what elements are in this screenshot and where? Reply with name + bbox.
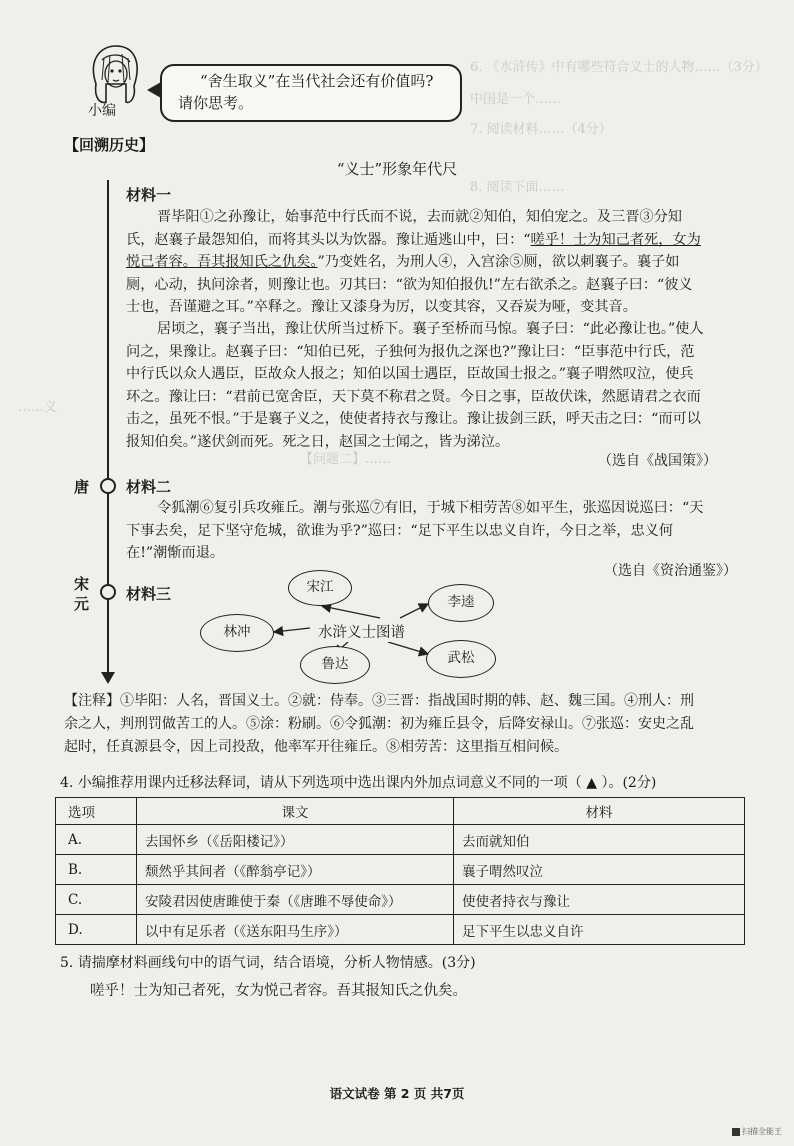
- textbook-phrase: 颓然乎其间者（《醉翁亭记》）: [137, 855, 454, 885]
- node-likui: 李逵: [428, 584, 494, 622]
- bleed-text-6: 【问题二】……: [300, 452, 392, 467]
- notes-line-3: 起时，任真源县令，因上司投敌，他率军开往雍丘。⑧相劳苦：这里指互相问候。: [64, 739, 568, 755]
- textbook-phrase: 安陵君因使唐雎使于秦（《唐雎不辱使命》）: [137, 885, 454, 915]
- character-label: 小编: [88, 103, 116, 119]
- era-song-yuan: 宋 元: [74, 575, 90, 613]
- timeline-title: “义士”形象年代尺: [336, 160, 458, 178]
- timeline-dot-songyuan: [100, 584, 116, 600]
- option-letter: B.: [56, 855, 137, 885]
- material1-label: 材料一: [126, 186, 172, 204]
- timeline-axis: [107, 180, 109, 678]
- material1-underlined-sentence: 嗟乎！士为知己者死，女为悦己者容。吾其报知氏之仇矣。: [126, 231, 701, 270]
- node-linchong: 林冲: [200, 614, 274, 652]
- table-row: [56, 825, 745, 855]
- material3-label: 材料三: [126, 585, 172, 603]
- option-letter: D.: [56, 915, 137, 945]
- material-phrase: 去而就知伯: [454, 825, 745, 855]
- table-header-material: 材料: [454, 798, 745, 825]
- textbook-phrase: 去国怀乡（《岳阳楼记》）: [137, 825, 454, 855]
- section-heading: 【回溯历史】: [64, 136, 155, 154]
- material1-paragraph-1: [126, 206, 704, 319]
- table-header-row: [56, 798, 745, 825]
- bleed-text-4: 8. 阅读下面……: [470, 180, 565, 195]
- bubble-line-1: “舍生取义”在当代社会还有价值吗?: [200, 72, 434, 90]
- table-row: [56, 915, 745, 945]
- material-phrase: 使使者持衣与豫让: [454, 885, 745, 915]
- scanner-watermark: [732, 1126, 782, 1137]
- material2-paragraph: 令狐潮⑥复引兵攻雍丘。潮与张巡⑦有旧，于城下相劳苦⑧如平生，张巡因说巡曰：“天下事去矣，足下坚守危城，欲谁为乎?”巡曰：“足下平生以忠义自许，今日之举，忠义何在!”潮惭而退。: [126, 500, 704, 561]
- era-tang: 唐: [74, 478, 90, 496]
- material1-p1-end: ”乃变姓名，为刑人④，入宫涂⑤厕，欲以刺襄子。襄子如厕，心动，执问涂者，则豫让也。刃其曰：“欲为知伯报仇!”左右欲杀之。赵襄子曰：“彼义士也，吾谨避之耳。”卒释之。豫让又漆身为厉，以变其容，又吞炭为哑，变其音。: [126, 254, 693, 315]
- annotations-notes: [64, 690, 744, 759]
- table-header-textbook: 课文: [137, 798, 454, 825]
- bleed-text-5: ……义: [18, 400, 58, 415]
- question-5-quote: 嗟乎！士为知己者死，女为悦己者容。吾其报知氏之仇矣。: [90, 983, 467, 999]
- bubble-line-2: 请你思考。: [178, 94, 254, 112]
- node-songjiang: 宋江: [288, 570, 352, 606]
- option-letter: C.: [56, 885, 137, 915]
- table-row: [56, 855, 745, 885]
- question-4: 4. 小编推荐用课内迁移法释词，请从下列选项中选出课内外加点词意义不同的一项（ ▲ ）。(2分): [60, 775, 657, 791]
- material1-source: （选自《战国策》）: [598, 453, 717, 469]
- bleed-text-3: 7. 阅读材料……（4分）: [470, 122, 612, 137]
- material-phrase: 足下平生以忠义自许: [454, 915, 745, 945]
- notes-line-2: 余之人，判刑罚做苦工的人。⑤涂：粉刷。⑥令狐潮：初为雍丘县令，后降安禄山。⑦张巡：安史之乱: [64, 716, 694, 732]
- notes-line-1: 【注释】①毕阳：人名，晋国义士。②就：侍奉。③三晋：指战国时期的韩、赵、魏三国。④刑人：刑: [64, 693, 694, 709]
- timeline-arrow-icon: [101, 672, 115, 684]
- table-header-option: 选项: [56, 798, 137, 825]
- speech-bubble: [160, 64, 462, 122]
- bleed-text-2: 中国是一个……: [470, 92, 562, 107]
- node-wusong: 武松: [426, 640, 496, 678]
- scanner-logo-icon: [732, 1128, 740, 1136]
- speech-bubble-tail: [147, 82, 161, 98]
- scanner-watermark-text: 扫描全能王: [742, 1127, 782, 1136]
- material2-source: （选自《资治通鉴》）: [604, 563, 737, 579]
- material-phrase: 襄子喟然叹泣: [454, 855, 745, 885]
- bleed-text-1: 6. 《水浒传》中有哪些符合义士的人物……（3分）: [470, 60, 768, 75]
- textbook-phrase: 以中有足乐者（《送东阳马生序》）: [137, 915, 454, 945]
- timeline-dot-tang: [100, 478, 116, 494]
- material2-label: 材料二: [126, 478, 172, 496]
- option-letter: A.: [56, 825, 137, 855]
- diagram-center-label: 水浒义士图谱: [316, 621, 407, 642]
- page-footer: 语文试卷 第 2 页 共7页: [329, 1086, 465, 1101]
- table-row: [56, 885, 745, 915]
- node-luda: 鲁达: [300, 646, 370, 684]
- material1-paragraph-2: 居顷之，襄子当出，豫让伏所当过桥下。襄子至桥而马惊。襄子曰：“此必豫让也。”使人问之，果豫让。赵襄子曰：“知伯已死，子独何为报仇之深也?”豫让曰：“臣事范中行氏，范中行氏以众人遇臣，臣故众人报之；知伯以国士遇臣，臣故国士报之。”襄子喟然叹泣，使兵环之。豫让曰：“君前已宽舍臣，天下莫不称君之贤。今日之事，臣故伏诛，然愿请君之衣而击之，虽死不恨。”于是襄子义之，使使者持衣与豫让。豫让拔剑三跃，呼天击之曰：“而可以报知伯矣。”遂伏剑而死。死之日，赵国之士闻之，皆为涕泣。: [126, 321, 704, 450]
- material1-p1-start: 晋毕阳①之孙豫让，始事范中行氏而不说，去而就②知伯，知伯宠之。及三晋③分知氏，赵襄子最怨知伯，而将其头以为饮器。豫让遁逃山中，曰：“: [126, 209, 682, 248]
- question-5: 5. 请揣摩材料画线句中的语气词，结合语境，分析人物情感。(3分): [60, 955, 476, 971]
- question-4-options-table: [55, 797, 745, 945]
